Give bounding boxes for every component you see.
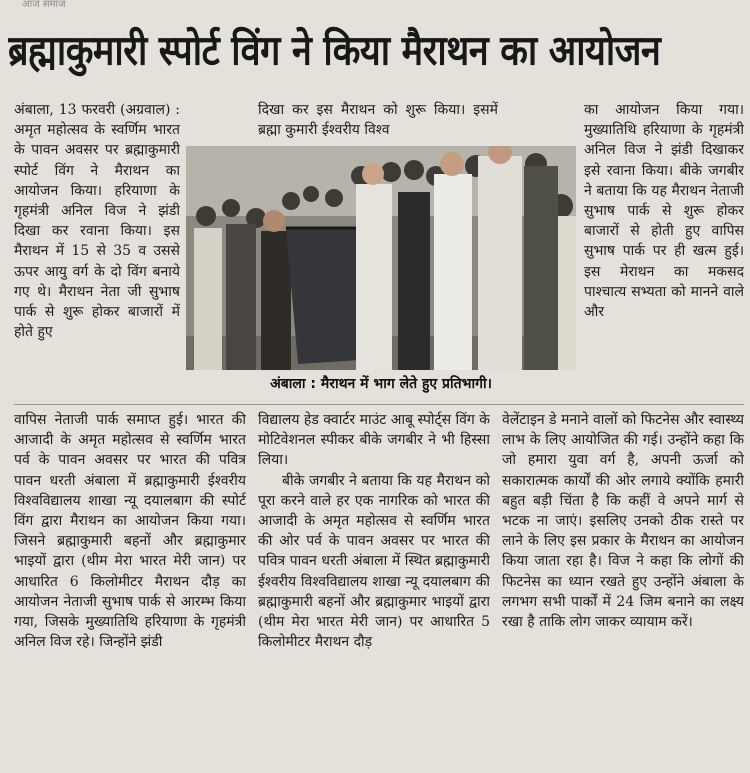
article-paragraph: का आयोजन किया गया। मुख्यातिथि हरियाणा के गृहमंत्री अनिल विज ने झंडी दिखाकर इसे रवाना किया। बीके जगबीर ने बताया कि यह मैराथन नेताजी सुभाष पार्क से शुरू होकर बाजारों से होती हुए वापिस सुभाष पार्क पर ही खत्म हुई। इस मेराथन का मकसद पाश्चात्य सभ्यता को मानने वाले और (584, 102, 744, 321)
divider (14, 404, 744, 405)
article-column-left-top (14, 100, 180, 406)
photo-caption: अंबाला : मैराथन में भाग लेते हुए प्रतिभागी। (270, 376, 492, 392)
article-paragraph: विद्यालय हेड क्वार्टर माउंट आबू स्पोर्ट्स विंग के मोटिवेशनल स्पीकर बीके जगबीर ने भी हिस्सा लिया। (258, 412, 490, 469)
masthead-fragment: आज समाज (22, 0, 66, 10)
article-paragraph: अंबाला, 13 फरवरी (अग्रवाल) : अमृत महोत्सव के स्वर्णिम भारत के पावन अवसर पर ब्रह्माकुमारी स्पोर्ट विंग ने मैराथन का आयोजन किया। हरियाणा के गृहमंत्री अनिल विज ने झंडी दिखा कर रवाना किया। इस मैराथन में 15 से 35 व उससे ऊपर आयु वर्ग के दो विंग बनाये गए थे। मैराथन नेता जी सुभाष पार्क से शुरू होकर बाजारों में होते हुए (14, 102, 180, 341)
article-paragraph: वेलेंटाइन डे मनाने वालों को फिटनेस और स्वास्थ्य लाभ के लिए आयोजित की गई। उन्होंने कहा कि जो हमारा युवा वर्ग है, अपनी ऊर्जा को सकारात्मक कार्यों की ओर लगाये क्योंकि हमारी बहुत बड़ी चिंता है कि कहीं वे अपने मार्ग से भटक ना जाएं। इसलिए उनको ठीक रास्ते पर लाने के लिए इस प्रकार के मैराथन का आयोजन किया जाता रहा है। विज ने कहा कि लोगों की फिटनेस का ध्यान रखते हुए उन्होंने अंबाला के लगभग सभी पार्कों में 24 जिम बनाने का लक्ष्य रखा है ताकि लोग जाकर व्यायाम करें। (502, 412, 744, 631)
article-column-middle-bottom (258, 410, 490, 770)
article-column-right-top (584, 100, 744, 406)
article-column-middle-top (258, 100, 498, 144)
article-column-right-bottom (502, 410, 744, 770)
article-paragraph: बीके जगबीर ने बताया कि यह मैराथन को पूरा करने वाले हर एक नागरिक को भारत की आजादी के अमृत महोत्सव से स्वर्णिम भारत की ओर पर्व के पावन अवसर पर भारत की पवित्र पावन धरती अंबाला में स्थित ब्रह्माकुमारी ईश्वरीय विश्वविद्यालय शाखा न्यू दयालबाग की ब्रह्माकुमारी बहनों और ब्रह्माकुमार भाइयों द्वारा (थीम मेरा भारत मेरी जान) पर आधारित 5 किलोमीटर मैराथन दौड़ (258, 472, 490, 651)
article-headline: ब्रह्माकुमारी स्पोर्ट विंग ने किया मैराथन का आयोजन (8, 27, 661, 76)
article-paragraph: वापिस नेताजी पार्क समाप्त हुई। भारत की आजादी के अमृत महोत्सव से स्वर्णिम भारत पर्व के पावन अवसर पर भारत की पवित्र पावन धरती अंबाला में ब्रह्माकुमारी ईश्वरीय विश्वविद्यालय शाखा न्यू दयालबाग की स्पोर्ट विंग द्वारा मैराथन का आयोजन किया गया। जिसने ब्रह्माकुमारी बहनों और ब्रह्माकुमार भाइयों द्वारा (थीम मेरा भारत मेरी जान) पर आधारित 6 किलोमीटर मैराथन दौड़ का आयोजन नेताजी सुभाष पार्क से आरम्भ किया गया, जिसके मुख्यातिथि हरियाणा के गृहमंत्री अनिल विज रहे। जिन्होंने झंडी (14, 412, 246, 651)
news-photo (186, 146, 576, 370)
news-photo-block (186, 146, 576, 398)
article-paragraph: दिखा कर इस मैराथन को शुरू किया। इसमें ब्रह्मा कुमारी ईश्वरीय विश्व (258, 102, 498, 139)
article-column-left-bottom (14, 410, 246, 770)
marathon-crowd-image (186, 146, 576, 370)
